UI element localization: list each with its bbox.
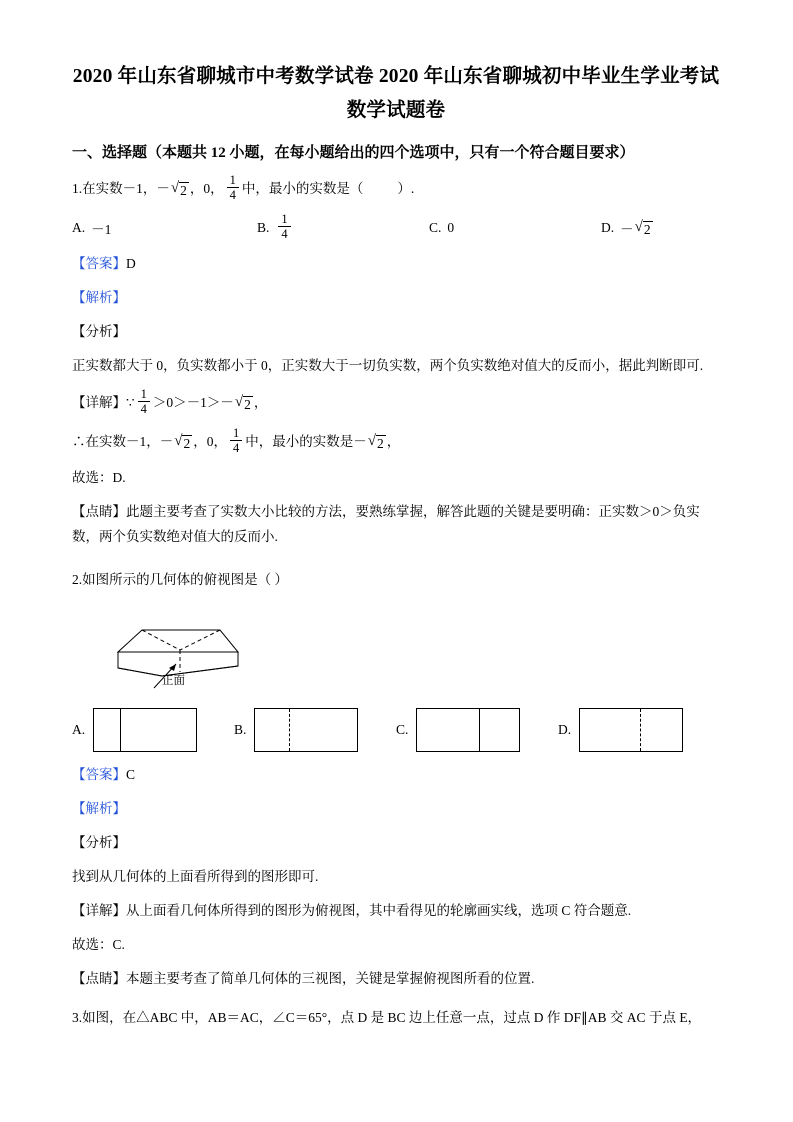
q2-dianjing-text: 本题主要考查了简单几何体的三视图，关键是掌握俯视图所看的位置. [126,971,535,986]
q2-solid-figure [110,606,270,690]
q1-option-a-value: －1 [91,221,112,237]
q1-guxuan: 故选：D. [72,470,126,485]
q1-option-c[interactable]: C. 0 [429,219,455,235]
q2-answer-line [72,762,720,787]
q1-stem-d: 中，最小的实数是（ [241,180,364,196]
q1-conclusion-fraction: $\frac{1}{4}$ [230,426,242,455]
sqrt-symbol: √ 2 [174,432,191,451]
q1-conclusion-sqrt1: － √ 2 [159,432,191,451]
question-2-stem [72,567,720,592]
q1-stem-e: ）. [397,180,415,196]
q2-stem-text: 如图所示的几何体的俯视图是（ ） [82,572,288,587]
q2-option-c[interactable]: C. [396,708,558,752]
q1-option-d[interactable]: D. － √ 2 [601,213,654,242]
q1-stem-c: ，0， [189,180,224,196]
q2-answer-value: C [126,767,136,782]
q1-conclusion-sqrt2: － √ 2 [353,432,384,451]
q1-xiangjie-line [72,388,720,417]
divider-solid [120,709,121,751]
q2-option-d-box [579,708,683,752]
q1-fenxi-line [72,319,720,344]
q2-fenxi-line [72,830,720,855]
q2-xiangjie-label: 【详解】 [72,903,126,918]
q2-fenxi-text: 找到从几何体的上面看所得到的图形即可. [72,869,319,884]
q1-conclusion-mid: －1， [126,433,160,449]
q1-answer-value: D [126,256,136,271]
q1-xiangjie-fraction: $\frac{1}{4}$ [138,387,150,416]
q1-option-b[interactable]: B. $\frac{1}{4}$ [257,213,429,242]
section-heading: 一、选择题（本题共 12 小题，在每小题给出的四个选项中，只有一个符合题目要求） [72,145,635,161]
q1-answer-line [72,251,720,276]
q1-xiangjie-mid: ＞0＞－1＞ [152,394,221,410]
q1-fenxi-label: 【分析】 [72,324,126,339]
divider-dashed [640,709,641,751]
q1-conclusion-end: ， [386,433,401,449]
sqrt-symbol: √ 2 [170,179,187,198]
q1-analysis-line [72,285,720,310]
q1-option-d-value: － √ 2 [620,218,651,237]
q1-analysis-label: 【解析】 [72,290,126,305]
q1-stem-b: －1， [122,180,157,196]
q2-option-figures [72,708,720,752]
q1-dianjing-text: 此题主要考查了实数大小比较的方法，要熟练掌握，解答此题的关键是要明确：正实数＞0＞负实数，两个负实数绝对值大的反而小. [72,504,700,544]
document-content [72,60,720,1031]
q1-neg-sqrt2: － √ 2 [156,179,187,198]
q2-xiangjie-text: 从上面看几何体所得到的图形为俯视图，其中看得见的轮廓画实线，选项 C 符合题意. [126,903,632,918]
q2-option-c-box [416,708,520,752]
q1-xiangjie-sqrt: － √ 2 [220,393,251,412]
q1-dianjing-label: 【点睛】 [72,504,126,519]
sqrt-symbol: √ 2 [234,393,251,412]
q1-conclusion-prefix: ∴在实数 [72,433,126,449]
q1-fraction-one-quarter: $\frac{1}{4}$ [227,173,239,202]
q2-option-a-box [93,708,197,752]
q2-dianjing [72,966,720,991]
q3-text: 如图，在△ABC 中，AB＝AC，∠C＝65°，点 D 是 BC 边上任意一点，过点 D 作 DF∥AB 交 AC 于点 E， [82,1010,702,1025]
q1-option-b-fraction: $\frac{1}{4}$ [278,212,290,241]
q1-option-a[interactable]: A. －1 [72,219,112,237]
q2-answer-label: 【答案】 [72,767,126,782]
q2-option-a[interactable]: A. [72,708,234,752]
q1-dianjing [72,499,720,549]
q2-figure-label: 正面 [162,675,185,687]
q2-option-d[interactable]: D. [558,708,720,752]
q1-option-c-value: 0 [447,219,455,235]
q2-fenxi-label: 【分析】 [72,835,126,850]
q2-xiangjie [72,898,720,923]
q2-analysis-line [72,796,720,821]
page-title: 2020 年山东省聊城市中考数学试卷 2020 年山东省聊城初中毕业生学业考试数学试题卷 [72,66,720,121]
q1-stem-a: 在实数 [82,180,123,196]
q2-dianjing-label: 【点睛】 [72,971,126,986]
question-1-stem [72,174,720,203]
q2-number: 2. [72,572,83,587]
question-1-options [72,213,720,242]
q1-xiangjie-suffix: ， [253,394,268,410]
q1-xiangjie-prefix: ∵ [126,394,135,410]
q2-analysis-label: 【解析】 [72,801,126,816]
question-3-stem [72,1005,720,1031]
q2-option-b[interactable]: B. [234,708,396,752]
divider-dashed [289,709,290,751]
divider-solid [479,709,480,751]
q2-option-b-box [254,708,358,752]
sqrt-symbol: √ 2 [634,218,651,237]
q2-guxuan: 故选：C. [72,937,125,952]
q1-answer-label: 【答案】 [72,256,126,271]
q3-number: 3. [72,1010,83,1025]
q1-number: 1. [72,180,83,196]
q1-conclusion-mid2: ，0， [193,433,227,449]
q1-conclusion-line [72,427,720,456]
sqrt-symbol: √ 2 [367,432,384,451]
q1-fenxi-text: 正实数都大于 0，负实数都小于 0，正实数大于一切负实数，两个负实数绝对值大的反而小，据此判断即可. [72,358,704,373]
prism-svg [110,606,270,690]
q1-xiangjie-label: 【详解】 [72,394,126,410]
q1-conclusion-tail: 中，最小的实数是 [245,433,354,449]
